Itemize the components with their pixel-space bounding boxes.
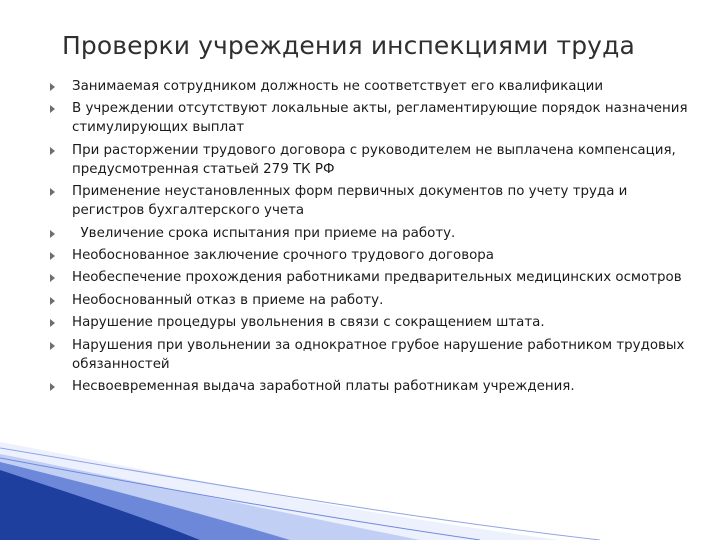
list-item bbox=[50, 99, 690, 137]
triangle-right-icon bbox=[50, 230, 55, 238]
triangle-right-icon bbox=[50, 188, 55, 196]
list-item-text: Нарушения при увольнении за однократное грубое нарушение работником трудовых обязанностей bbox=[72, 337, 685, 372]
list-item bbox=[50, 246, 690, 265]
list-item-text: В учреждении отсутствуют локальные акты, регламентирующие порядок назначения стимулирующих выплат bbox=[72, 101, 688, 136]
triangle-right-icon bbox=[50, 105, 55, 113]
list-item bbox=[50, 313, 690, 332]
list-item bbox=[50, 268, 690, 287]
list-item-text: При расторжении трудового договора с руководителем не выплачена компенсация, предусмотренная статьей 279 ТК РФ bbox=[72, 142, 676, 177]
list-item bbox=[50, 182, 690, 220]
list-item bbox=[50, 141, 690, 179]
list-item bbox=[50, 336, 690, 374]
list-item-text: Занимаемая сотрудником должность не соответствует его квалификации bbox=[72, 79, 604, 94]
list-item bbox=[50, 224, 690, 243]
triangle-right-icon bbox=[50, 319, 55, 327]
list-item-text: Необеспечение прохождения работниками предварительных медицинских осмотров bbox=[72, 270, 682, 286]
list-item-text: Увеличение срока испытания при приеме на работу. bbox=[72, 225, 456, 241]
triangle-right-icon bbox=[50, 342, 55, 350]
list-item-text: Нарушение процедуры увольнения в связи с сокращением штата. bbox=[72, 315, 545, 331]
triangle-right-icon bbox=[50, 274, 55, 282]
list-item-text: Необоснованный отказ в приеме на работу. bbox=[72, 292, 384, 308]
bullet-list bbox=[50, 77, 690, 399]
corner-wave-decoration bbox=[0, 440, 720, 540]
list-item-text: Несвоевременная выдача заработной платы работникам учреждения. bbox=[72, 378, 575, 394]
triangle-right-icon bbox=[50, 297, 55, 305]
list-item-text: Применение неустановленных форм первичных документов по учету труда и регистров бухгалтерского учета bbox=[72, 184, 628, 219]
triangle-right-icon bbox=[50, 252, 55, 260]
list-item bbox=[50, 291, 690, 310]
triangle-right-icon bbox=[50, 383, 55, 391]
list-item bbox=[50, 77, 690, 96]
triangle-right-icon bbox=[50, 147, 55, 155]
list-item-text: Необоснованное заключение срочного трудового договора bbox=[72, 247, 495, 263]
triangle-right-icon bbox=[50, 83, 55, 91]
page-title: Проверки учреждения инспекциями труда bbox=[62, 31, 635, 60]
list-item bbox=[50, 377, 690, 396]
